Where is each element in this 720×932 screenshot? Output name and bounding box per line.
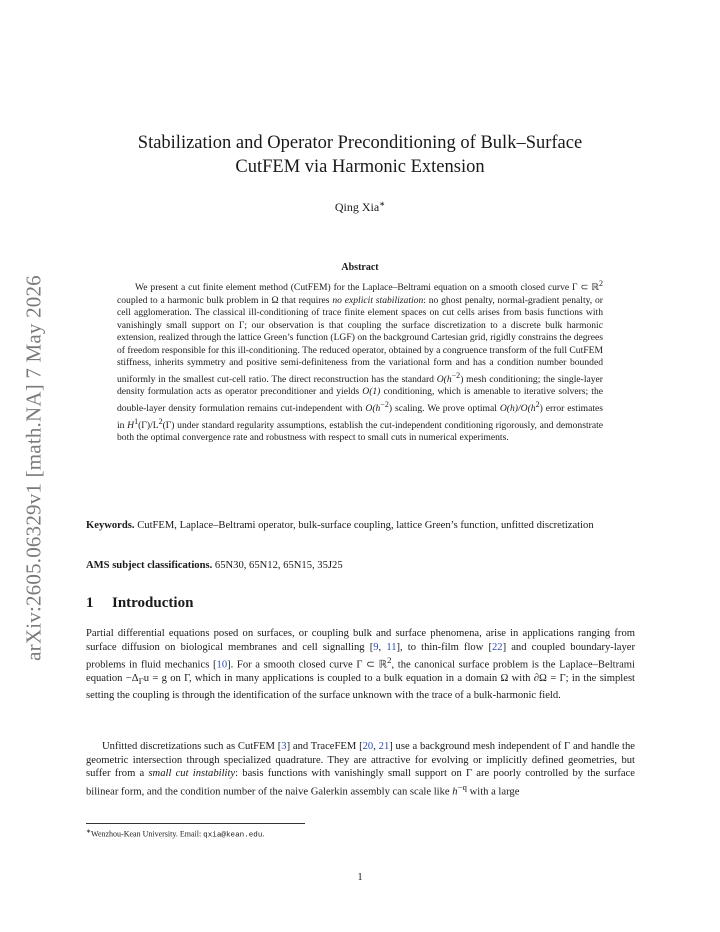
intro-paragraph-2: Unfitted discretizations such as CutFEM [3] and TraceFEM [20, 21] use a background mesh independent of Γ and handle the geometric intersection through specialized quadrature. They are attractive for evolving or implicitly defined geometries, but suffer from a small cut instability: basis functions with vanishingly small support on Γ are poorly controlled by the surface bilinear form, and the condition number of the naive Galerkin assembly can scale like $h^{-q}$ with a large — [86, 741, 635, 798]
author-footnote-mark: ∗ — [379, 200, 386, 208]
footnote-rule — [86, 823, 305, 824]
keywords — [86, 519, 635, 533]
title-line-1: Stabilization and Operator Preconditioning of Bulk–Surface — [137, 133, 583, 153]
ams-text: 65N30, 65N12, 65N15, 35J25 — [212, 560, 343, 571]
footnote: ∗Wenzhou-Kean University. Email: qxia@kean.edu. — [86, 829, 265, 840]
citation-link[interactable]: 3 — [281, 741, 287, 752]
abstract-heading: Abstract — [341, 262, 379, 273]
author-name: Qing Xia — [334, 200, 380, 214]
abstract-body: We present a cut finite element method (CutFEM) for the Laplace–Beltrami equation on a smooth closed curve Γ ⊂ ℝ$^2$ coupled to a harmonic bulk problem in Ω that requires no explicit stabilization: no ghost penalty, normal-gradient penalty, or cell agglomeration. The classical ill-conditioning of trace finite element spaces on cut cells arises from basis functions with vanishingly small support on Γ; our observation is that coupling the surface discretization to a discrete bulk harmonic extension, realized through the lattice Green’s function (LGF) on the background Cartesian grid, rigidly constrains the degrees of freedom responsible for this ill-conditioning. The reduced operator, obtained by a congruence transform of the full CutFEM stiffness, inherits symmetry and positive semi-definiteness from the variational form and has a condition number bounded uniformly in the smallest cut-cell ratio. The direct reconstruction has the standard $O(h^{-2})$ mesh conditioning; the single-layer density formulation acts as operator preconditioner and yields O(1) conditioning, which is amenable to iterative solvers; the double-layer density formulation remains cut-independent with $O(h^{-2})$ scaling. We prove optimal $O(h)/O(h^2)$ error estimates in $H^1(\Gamma)/L^2(\Gamma)$ under standard regularity assumptions, establish the cut-independent conditioning rigorously, and demonstrate both the optimal convergence rate and robustness with respect to small cuts in numerical experiments. — [117, 279, 604, 444]
citation-link[interactable]: 9 — [373, 641, 379, 653]
keywords-label: Keywords. — [86, 520, 135, 531]
citation-link[interactable]: 11 — [386, 641, 397, 653]
intro-paragraph-1: Partial differential equations posed on surfaces, or coupling bulk and surface phenomena, arise in applications ranging from surface diffusion on biological membranes and cell signalling [9, 11], to thin-film flow [22] and coupled boundary-layer problems in fluid mechanics [10]. For a smooth closed curve Γ ⊂ ℝ$^2$, the canonical surface problem is the Laplace–Beltrami equation $-\Delta_\Gamma u = g$ on Γ, which in many applications is coupled to a bulk equation in a domain Ω with ∂Ω = Γ; in the simplest setting the coupling is through the identification of the surface unknown with the trace of a bulk-harmonic field. — [86, 628, 636, 702]
citation-link[interactable]: 21 — [378, 741, 390, 752]
citation-link[interactable]: 20 — [362, 741, 374, 752]
citation-link[interactable]: 22 — [492, 641, 503, 653]
paper-title — [86, 131, 634, 179]
abstract-emphasis: no explicit stabilization — [332, 294, 424, 306]
section-number: 1 — [86, 595, 94, 611]
arxiv-stamp — [8, 248, 60, 688]
section-title: Introduction — [112, 595, 194, 611]
author — [86, 200, 634, 215]
page-number: 1 — [357, 872, 363, 883]
footnote-affiliation: Wenzhou-Kean University. Email: — [91, 829, 204, 839]
section-heading — [86, 595, 193, 612]
intro-emphasis: small cut instability — [148, 768, 236, 780]
footnote-mark: ∗ — [86, 829, 92, 835]
title-line-2: CutFEM via Harmonic Extension — [235, 157, 485, 177]
keywords-text: CutFEM, Laplace–Beltrami operator, bulk-surface coupling, lattice Green’s function, unfitted discretization — [134, 520, 594, 531]
arxiv-identifier: arXiv:2605.06329v1 [math.NA] 7 May 2026 — [21, 275, 46, 661]
author-email[interactable]: qxia@kean.edu — [203, 831, 263, 840]
citation-link[interactable]: 10 — [216, 659, 228, 671]
ams-classifications — [86, 559, 635, 573]
ams-label: AMS subject classifications. — [86, 560, 213, 571]
